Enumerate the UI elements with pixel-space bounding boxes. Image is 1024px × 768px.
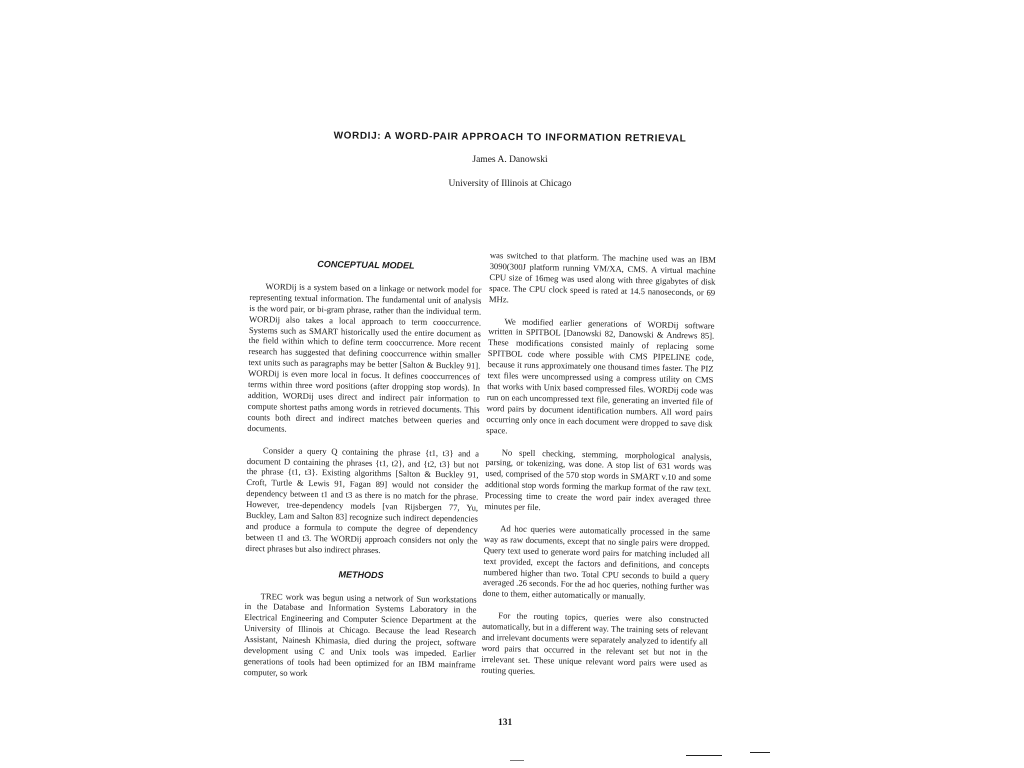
author-affiliation: University of Illinois at Chicago <box>448 179 572 189</box>
page-number: 131 <box>498 718 513 728</box>
scan-artifact-line <box>686 755 722 756</box>
section-heading-conceptual-model: CONCEPTUAL MODEL <box>317 259 415 271</box>
paragraph: No spell checking, stemming, morphological analysis, parsing, or tokenizing, was done. A stop list of 631 words was used, comprised of the 570 stop words in SMART v.10 and some additional stop words forming the markup format of the raw text. Processing time to create the word pair index averaged three minutes per file. <box>484 446 712 513</box>
paragraph: was switched to that platform. The machine used was an IBM 3090(300J platform running VM/XA, CMS. A virtual machine CPU size of 16meg was used along with three gigabytes of disk space. The CPU clock speed is rated at 14.5 nanoseconds, or 69 MHz. <box>488 250 716 305</box>
paragraph: For the routing topics, queries were also constructed automatically, but in a different way. The training sets of relevant and irrelevant documents were separately analyzed to identify all word pairs that occurred in the relevant set but not in the irrelevant set. These unique relevant word pairs were used as routing queries. <box>481 610 709 676</box>
scan-artifact-line <box>510 760 524 761</box>
paper-title: WORDIJ: A WORD-PAIR APPROACH TO INFORMATION RETRIEVAL <box>333 130 687 145</box>
left-column <box>243 258 482 692</box>
paragraph: We modified earlier generations of WORDij software written in SPITBOL [Danowski 82, Danowski & Andrews 85]. These modifications consisted mainly of replacing some SPITBOL code where possible with CMS PIPELINE code, because it runs approximately one thousand times faster. The PIZ text files were uncompressed using a compress utility on CMS that works with Unix based compressed files. WORDij code was run on each uncompressed text file, generating an inverted file of word pairs by document identification numbers. All word pairs occurring only once in each document were dropped to save disk space. <box>486 315 715 435</box>
paragraph: Ad hoc queries were automatically processed in the same way as raw documents, except that no single pairs were dropped. Query text used to generate word pairs for matching included all text provided, except the factors and definitions, and concepts numbered higher than two. Total CPU seconds to build a query averaged .26 seconds. For the ad hoc queries, nothing further was done to them, either automatically or manually. <box>482 523 711 602</box>
section-heading-methods: METHODS <box>338 569 384 580</box>
paragraph: TREC work was begun using a network of Sun workstations in the Database and Information Systems Laboratory in the Electrical Engineering and Computer Science Department at the University of Illinois at Chicago. Because the lead Research Assistant, Nainesh Khimasia, died during the project, software development using C and Unix tools was impeded. Earlier generations of tools had been optimized for an IBM mainframe computer, so work <box>243 590 477 678</box>
paragraph: WORDij is a system based on a linkage or network model for representing textual information. The fundamental unit of analysis is the word pair, or bi-gram phrase, rather than the individual term. WORDij also takes a local approach to term cooccurrence. Systems such as SMART historically used the entire document as the field within which to define term cooccurrence. More recent research has suggested that defining cooccurrence within smaller text units such as paragraphs may be better [Salton & Buckley 91]. WORDij is even more local in focus. It defines cooccurrences of terms within three word positions (after dropping stop words). In addition, WORDij uses direct and indirect pair information to compute shortest paths among words in retrieved documents. This counts both direct and indirect matches between queries and documents. <box>247 281 482 434</box>
scan-artifact-line <box>750 752 770 753</box>
right-column <box>481 250 716 691</box>
paragraph: Consider a query Q containing the phrase {t1, t3} and a document D containing the phrases {t1, t2}, and {t2, t3} but not the phrase {t1, t3}. Existing algorithms [Salton & Buckley 91, Croft, Turtle & Lewis 91, Fagan 89] would not consider the dependency between t1 and t3 as there is no match for the phrase. However, tree-dependency models [van Rijsbergen 77, Yu, Buckley, Lam and Salton 83] recognize such indirect dependencies and produce a formula to compute the degree of dependency between t1 and t3. The WORDij approach considers not only the direct phrases but also indirect phrases. <box>245 444 480 555</box>
author-name: James A. Danowski <box>472 155 548 165</box>
